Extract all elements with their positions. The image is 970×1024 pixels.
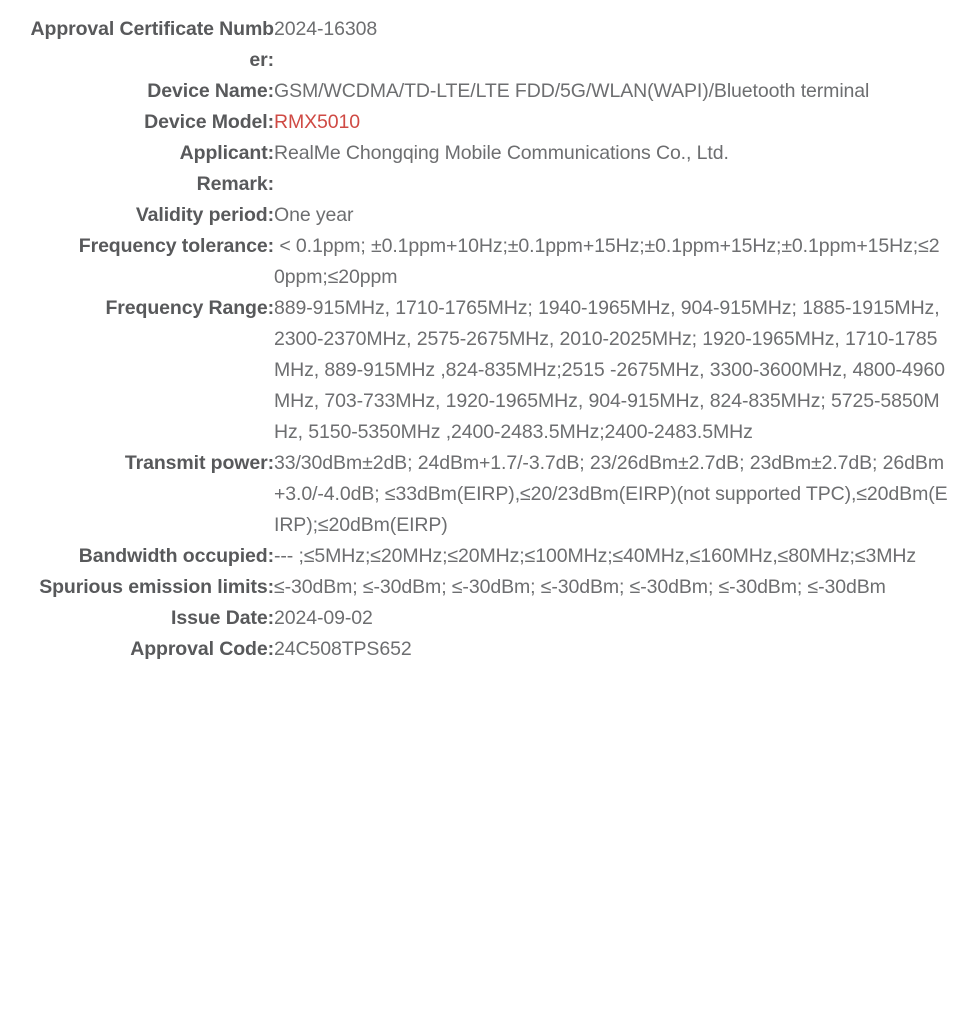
- field-value-frequency-tolerance: < 0.1ppm; ±0.1ppm+10Hz;±0.1ppm+15Hz;±0.1ppm+15Hz;±0.1ppm+15Hz;≤20ppm;≤20ppm: [274, 235, 940, 288]
- field-label-validity-period: Validity period:: [135, 204, 274, 226]
- field-row-frequency-tolerance: [22, 231, 948, 293]
- field-row-spurious-emission-limits: [22, 572, 948, 603]
- field-value-transmit-power: 33/30dBm±2dB; 24dBm+1.7/-3.7dB; 23/26dBm±2.7dB; 23dBm±2.7dB; 26dBm+3.0/-4.0dB; ≤33dBm(EIRP),≤20/23dBm(EIRP)(not supported TPC),≤20dBm(EIRP);≤20dBm(EIRP): [274, 452, 948, 536]
- field-label-applicant: Applicant:: [179, 142, 274, 164]
- field-value-bandwidth-occupied: --- ;≤5MHz;≤20MHz;≤20MHz;≤100MHz;≤40MHz,≤160MHz,≤80MHz;≤3MHz: [274, 545, 916, 567]
- field-row-bandwidth-occupied: [22, 541, 948, 572]
- field-label-approval-certificate-number: Approval Certificate Number:: [30, 18, 274, 71]
- field-label-frequency-tolerance: Frequency tolerance:: [78, 235, 274, 257]
- field-row-approval-certificate-number: [22, 14, 948, 76]
- field-row-transmit-power: [22, 448, 948, 541]
- field-label-device-name: Device Name:: [147, 80, 274, 102]
- field-row-remark: [22, 169, 948, 200]
- field-label-transmit-power: Transmit power:: [124, 452, 274, 474]
- field-label-remark: Remark:: [196, 173, 274, 195]
- field-label-device-model: Device Model:: [144, 111, 274, 133]
- certificate-details-body: [22, 14, 948, 665]
- field-value-device-name: GSM/WCDMA/TD-LTE/LTE FDD/5G/WLAN(WAPI)/Bluetooth terminal: [274, 80, 870, 102]
- field-value-device-model: RMX5010: [274, 111, 361, 133]
- field-row-device-model: [22, 107, 948, 138]
- field-value-frequency-range: 889-915MHz, 1710-1765MHz; 1940-1965MHz, 904-915MHz; 1885-1915MHz, 2300-2370MHz, 2575-2675MHz, 2010-2025MHz; 1920-1965MHz, 1710-1785MHz, 889-915MHz ,824-835MHz;2515 -2675MHz, 3300-3600MHz, 4800-4960MHz, 703-733MHz, 1920-1965MHz, 904-915MHz, 824-835MHz; 5725-5850MHz, 5150-5350MHz ,2400-2483.5MHz;2400-2483.5MHz: [274, 297, 945, 443]
- field-row-approval-code: [22, 634, 948, 665]
- field-row-applicant: [22, 138, 948, 169]
- field-label-bandwidth-occupied: Bandwidth occupied:: [78, 545, 274, 567]
- field-value-applicant: RealMe Chongqing Mobile Communications Co., Ltd.: [274, 142, 729, 164]
- field-row-issue-date: [22, 603, 948, 634]
- field-row-device-name: [22, 76, 948, 107]
- field-row-frequency-range: [22, 293, 948, 448]
- field-value-remark: [274, 169, 948, 200]
- field-value-approval-code: 24C508TPS652: [274, 638, 412, 660]
- certificate-details-table: [22, 14, 948, 665]
- field-value-approval-certificate-number: 2024-16308: [274, 18, 378, 40]
- field-row-validity-period: [22, 200, 948, 231]
- field-label-approval-code: Approval Code:: [130, 638, 274, 660]
- field-value-validity-period: One year: [274, 204, 354, 226]
- field-label-issue-date: Issue Date:: [171, 607, 274, 629]
- field-label-spurious-emission-limits: Spurious emission limits:: [39, 576, 274, 598]
- field-value-spurious-emission-limits: ≤-30dBm; ≤-30dBm; ≤-30dBm; ≤-30dBm; ≤-30dBm; ≤-30dBm; ≤-30dBm: [274, 576, 886, 598]
- field-value-issue-date: 2024-09-02: [274, 607, 373, 629]
- field-label-frequency-range: Frequency Range:: [105, 297, 274, 319]
